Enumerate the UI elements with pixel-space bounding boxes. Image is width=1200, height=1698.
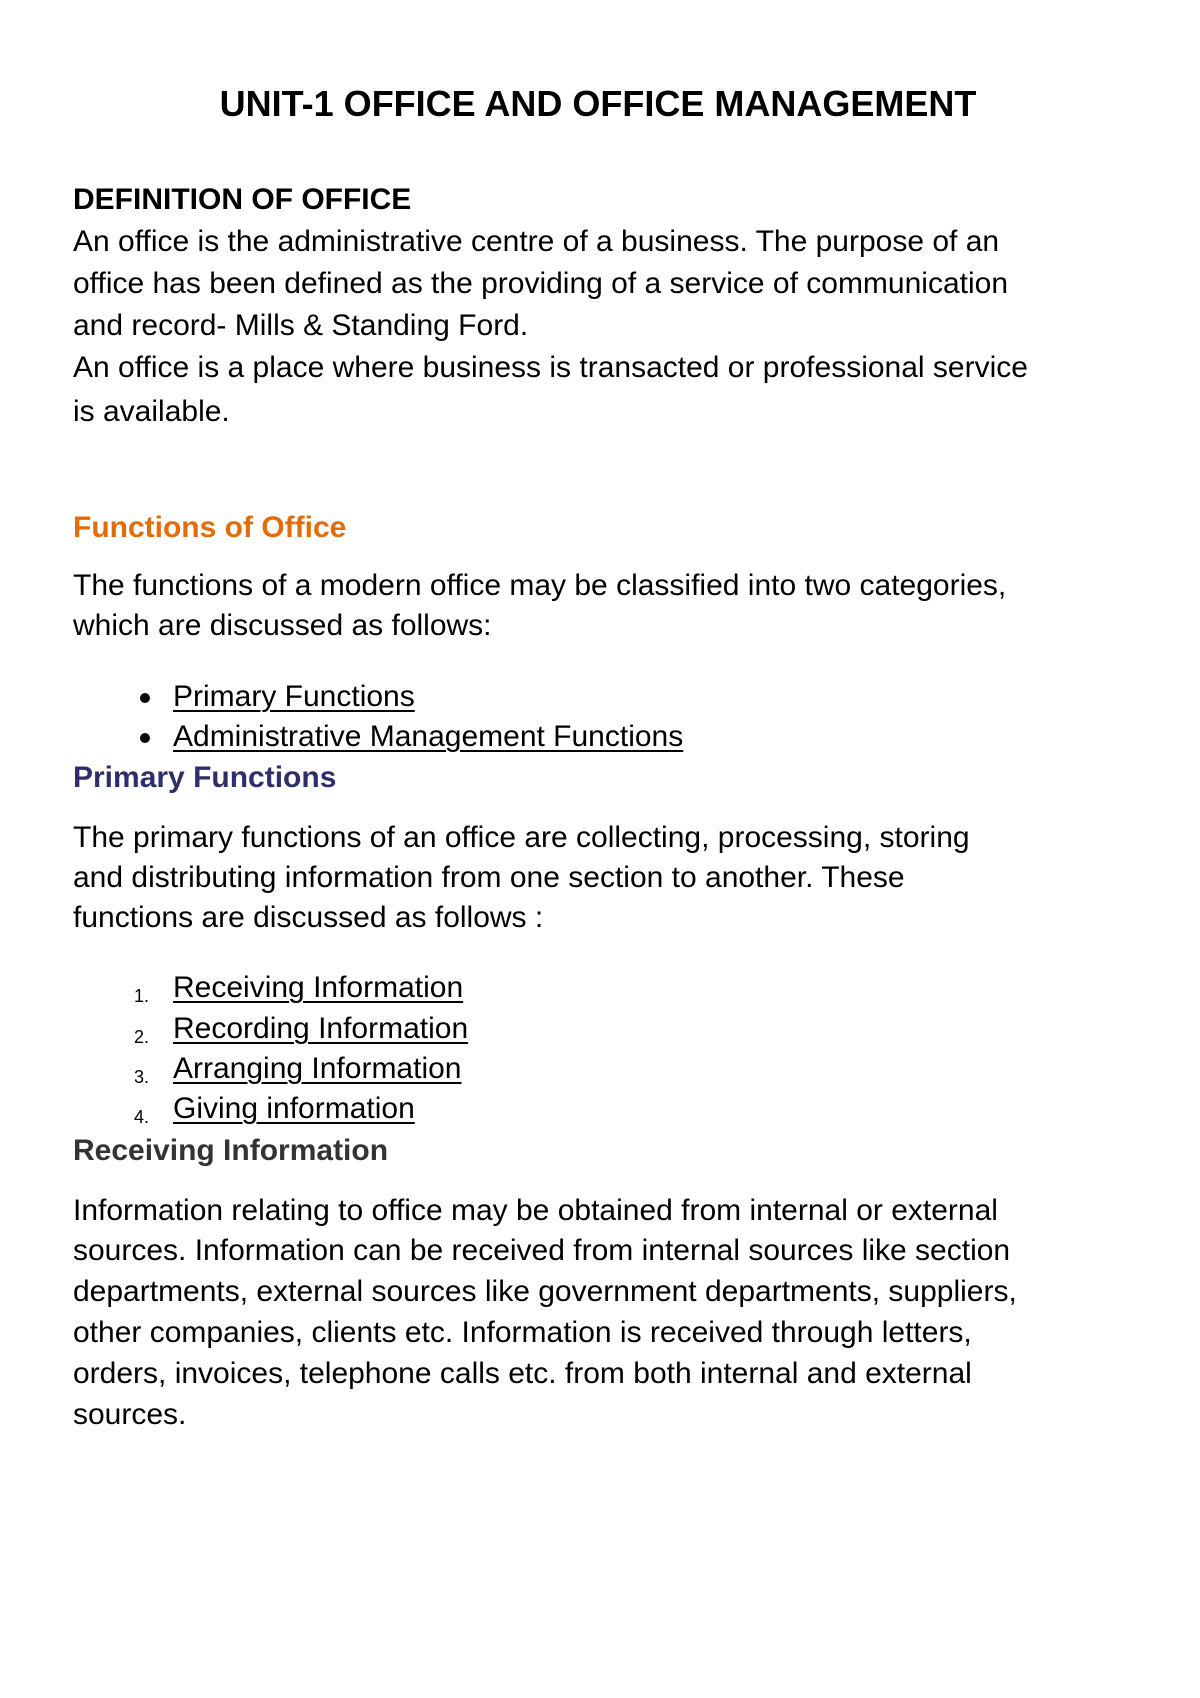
definition-line: is available. [73, 395, 230, 428]
functions-line: The functions of a modern office may be classified into two categories, [73, 569, 1007, 602]
primary-heading: Primary Functions [73, 761, 337, 794]
link-recording-information[interactable]: Recording Information [173, 1012, 469, 1045]
numbered-item[interactable]: 1. Receiving Information [134, 971, 464, 1006]
primary-line: functions are discussed as follows : [73, 901, 544, 934]
page-title: UNIT-1 OFFICE AND OFFICE MANAGEMENT [219, 83, 977, 124]
receiving-line: departments, external sources like government departments, suppliers, [73, 1275, 1017, 1308]
link-giving-information[interactable]: Giving information [173, 1092, 415, 1125]
receiving-line: Information relating to office may be obtained from internal or external [73, 1194, 998, 1227]
receiving-line: sources. Information can be received from internal sources like section [73, 1234, 1011, 1267]
link-arranging-information[interactable]: Arranging Information [173, 1052, 462, 1085]
receiving-line: orders, invoices, telephone calls etc. from both internal and external [73, 1357, 972, 1390]
numbered-item[interactable]: 3. Arranging Information [134, 1052, 462, 1087]
definition-line: and record- Mills & Standing Ford. [73, 309, 529, 342]
bullet-item[interactable] [140, 717, 683, 757]
numbered-item[interactable]: 2. Recording Information [134, 1012, 469, 1047]
definition-line: An office is a place where business is transacted or professional service [73, 351, 1028, 384]
definition-line: An office is the administrative centre of a business. The purpose of an [73, 225, 1000, 258]
numbered-item[interactable]: 4. Giving information [134, 1092, 415, 1127]
functions-heading: Functions of Office [73, 511, 347, 544]
bullet-link-administrative-management-functions[interactable]: Administrative Management Functions [173, 720, 684, 753]
bullet-item[interactable] [140, 677, 415, 717]
receiving-line: sources. [73, 1398, 187, 1431]
receiving-heading: Receiving Information [73, 1134, 389, 1167]
definition-heading: DEFINITION OF OFFICE [73, 183, 412, 216]
definition-line: office has been defined as the providing of a service of communication [73, 267, 1009, 300]
link-receiving-information[interactable]: Receiving Information [173, 971, 464, 1004]
primary-line: and distributing information from one section to another. These [73, 861, 905, 894]
bullet-link-primary-functions[interactable]: Primary Functions [173, 680, 415, 713]
receiving-line: other companies, clients etc. Information is received through letters, [73, 1316, 972, 1349]
primary-line: The primary functions of an office are collecting, processing, storing [73, 821, 970, 854]
functions-line: which are discussed as follows: [73, 609, 492, 642]
